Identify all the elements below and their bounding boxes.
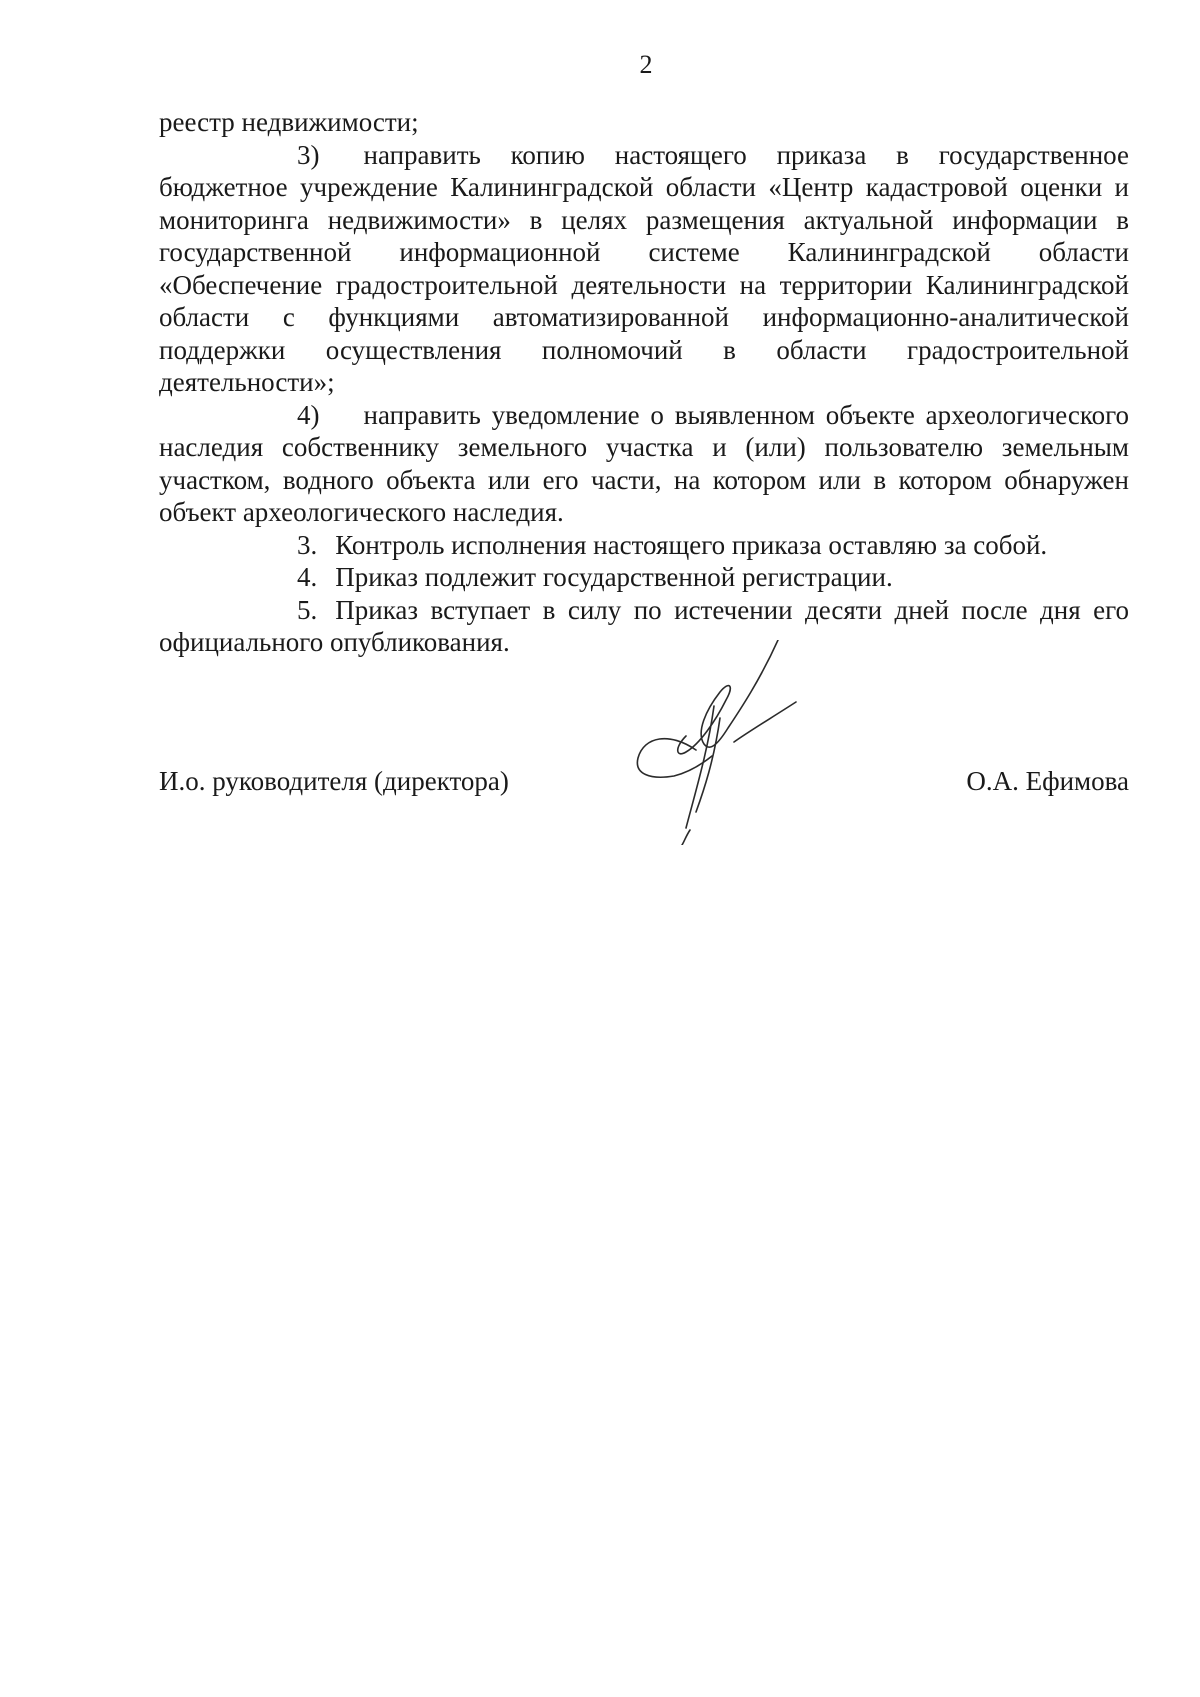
clause-3 [159, 529, 1129, 562]
list-item-4 [159, 399, 1129, 529]
clause-number: 4. [297, 562, 318, 592]
paragraph-text: реестр недвижимости; [159, 107, 419, 137]
paragraph-continuation [159, 106, 1129, 139]
signatory-position: И.о. руководителя (директора) [159, 766, 509, 796]
paragraph-text: Контроль исполнения настоящего приказа оставляю за собой. [335, 529, 1048, 560]
handwritten-signature [630, 640, 810, 845]
paragraph-text: направить уведомление о выявленном объекте археологического наследия собственнику земельного участка и (или) пользователю земельным участком, водного объекта или его части, на котором или в котором обнаружен объект археологического наследия. [159, 399, 1129, 527]
page-number: 2 [639, 50, 653, 79]
list-item-3 [159, 139, 1129, 399]
signatory-name: О.А. Ефимова [966, 766, 1129, 796]
paragraph-text: Приказ вступает в силу по истечении десяти дней после дня его официального опубликования. [159, 594, 1129, 657]
paragraph-text: направить копию настоящего приказа в государственное бюджетное учреждение Калининградской области «Центр кадастровой оценки и мониторинга недвижимости» в целях размещения актуальной информации в государственной информационной системе Калининградской области «Обеспечение градостроительной деятельности на территории Калининградской области с функциями автоматизированной информационно-аналитической поддержки осуществления полномочий в области градостроительной деятельности»; [159, 139, 1129, 397]
item-number: 3) [297, 139, 320, 170]
signature-block [159, 765, 1129, 805]
paragraph-text: Приказ подлежит государственной регистрации. [335, 562, 893, 592]
document-body [159, 106, 1129, 659]
clause-number: 5. [297, 594, 318, 625]
clause-number: 3. [297, 529, 318, 560]
clause-4 [159, 561, 1129, 594]
item-number: 4) [297, 399, 320, 430]
